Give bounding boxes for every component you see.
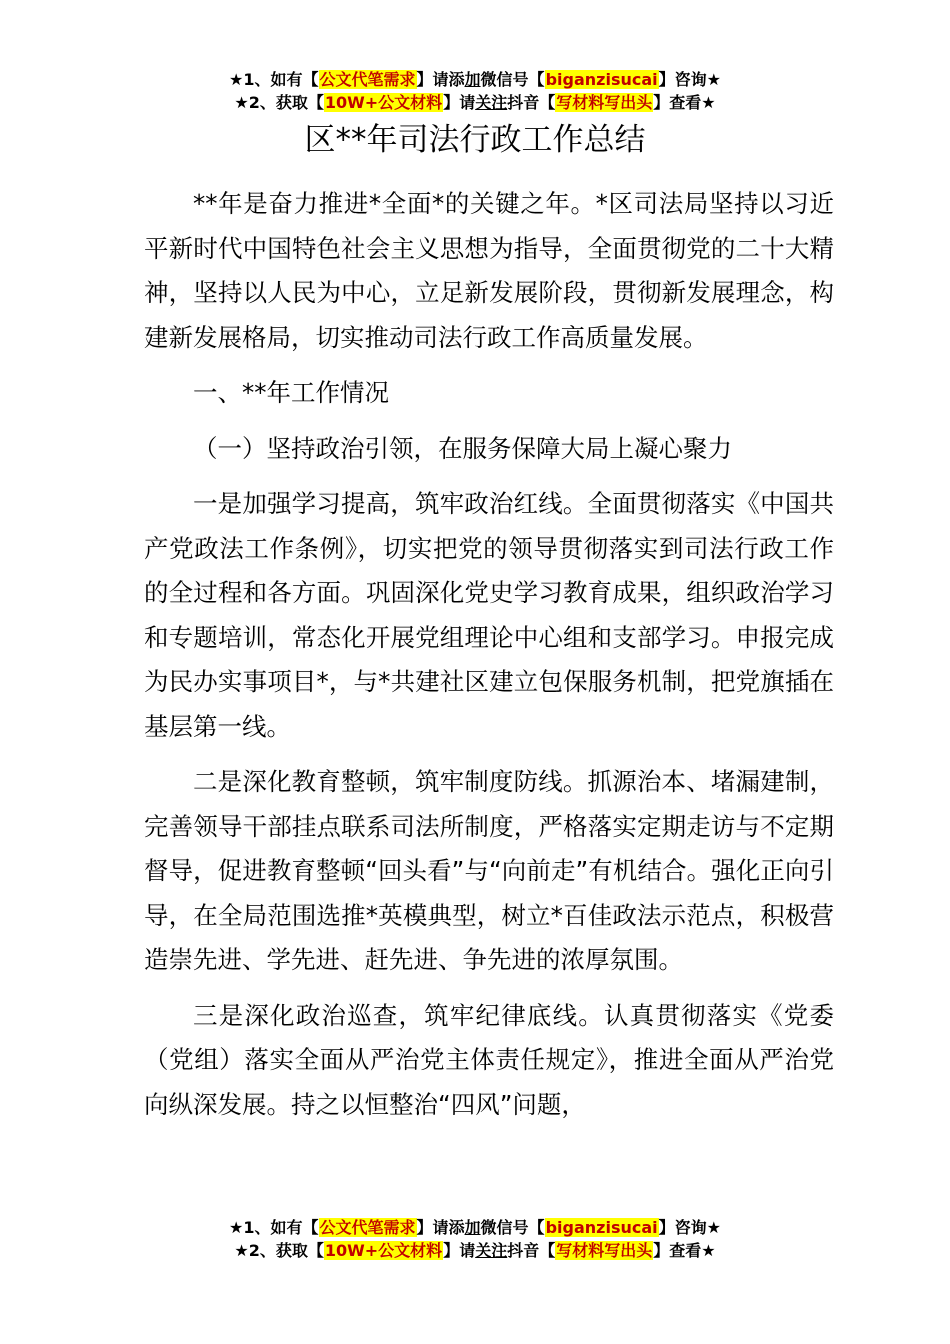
- highlight-douyin: 写材料写出头: [556, 93, 653, 112]
- promo-line-1: ★1、如有【公文代笔需求】请添加微信号【biganzisucai】咨询★: [229, 70, 721, 89]
- highlight-wechat-id: biganzisucai: [545, 70, 658, 89]
- paragraph-intro: **年是奋力推进*全面*的关键之年。*区司法局坚持以习近平新时代中国特色社会主义思想为指导，全面贯彻党的二十大精神，坚持以人民为中心，立足新发展阶段，贯彻新发展理念，构建新发展格局，切实推动司法行政工作高质量发展。: [144, 189, 834, 352]
- promo-line-2: ★2、获取【10W+公文材料】请关注抖音【写材料写出头】查看★: [234, 93, 716, 112]
- document-title: 区**年司法行政工作总结: [304, 122, 646, 158]
- highlight-materials: 10W+公文材料: [324, 93, 443, 112]
- promo-banner-top: [0, 68, 950, 114]
- paragraph-item-2: 二是深化教育整顿，筑牢制度防线。抓源治本、堵漏建制，完善领导干部挂点联系司法所制度，严格落实定期走访与不定期督导，促进教育整顿“回头看”与“向前走”有机结合。强化正向引导，在全局范围选推*英模典型，树立*百佳政法示范点，积极营造崇先进、学先进、赶先进、争先进的浓厚氛围。: [144, 767, 834, 974]
- subsection-heading: （一）坚持政治引领，在服务保障大局上凝心聚力: [193, 433, 732, 463]
- highlight-materials: 10W+公文材料: [324, 1241, 443, 1260]
- highlight-service: 公文代笔需求: [319, 1218, 416, 1237]
- highlight-wechat-id: biganzisucai: [545, 1218, 658, 1237]
- promo-banner-bottom: [0, 1216, 950, 1262]
- highlight-service: 公文代笔需求: [319, 70, 416, 89]
- highlight-douyin: 写材料写出头: [556, 1241, 653, 1260]
- promo-line-2: ★2、获取【10W+公文材料】请关注抖音【写材料写出头】查看★: [234, 1241, 716, 1260]
- document-body: [144, 182, 834, 1127]
- promo-line-1: ★1、如有【公文代笔需求】请添加微信号【biganzisucai】咨询★: [229, 1218, 721, 1237]
- paragraph-item-1: 一是加强学习提高，筑牢政治红线。全面贯彻落实《中国共产党政法工作条例》，切实把党的领导贯彻落实到司法行政工作的全过程和各方面。巩固深化党史学习教育成果，组织政治学习和专题培训，常态化开展党组理论中心组和支部学习。申报完成为民办实事项目*，与*共建社区建立包保服务机制，把党旗插在基层第一线。: [144, 489, 834, 741]
- section-heading: 一、**年工作情况: [193, 378, 389, 407]
- paragraph-item-3: 三是深化政治巡查，筑牢纪律底线。认真贯彻落实《党委（党组）落实全面从严治党主体责任规定》，推进全面从严治党向纵深发展。持之以恒整治“四风”问题，: [144, 1000, 834, 1119]
